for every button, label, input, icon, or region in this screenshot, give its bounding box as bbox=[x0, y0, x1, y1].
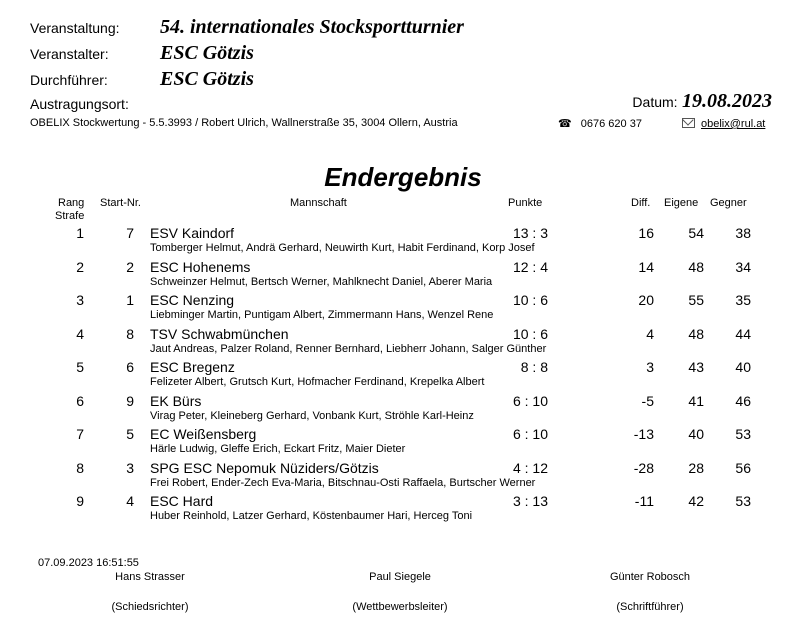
label-datum: Datum: bbox=[632, 94, 678, 110]
diff-cell: -28 bbox=[633, 459, 654, 476]
signature-name-schiedsrichter: Hans Strasser bbox=[115, 571, 185, 583]
label-austragungsort: Austragungsort: bbox=[30, 96, 129, 112]
table-row bbox=[0, 225, 800, 258]
rank-cell: 7 bbox=[76, 426, 84, 442]
label-veranstaltung: Veranstaltung: bbox=[30, 20, 120, 36]
telephone-icon: ☎ bbox=[558, 118, 572, 130]
team-members: Huber Reinhold, Latzer Gerhard, Köstenbaumer Hari, Herceg Toni bbox=[150, 510, 473, 522]
table-row bbox=[0, 493, 800, 526]
team-members: Härle Ludwig, Gleffe Erich, Eckart Fritz, Maier Dieter bbox=[150, 443, 406, 455]
team-members: Frei Robert, Ender-Zech Eva-Maria, Bitschnau-Osti Raffaela, Burtscher Werner bbox=[150, 476, 536, 489]
own-score-cell: 40 bbox=[688, 426, 704, 442]
start-number-cell: 6 bbox=[126, 359, 134, 375]
signature-name-wettbewerbsleiter: Paul Siegele bbox=[369, 571, 431, 583]
team-name: TSV Schwabmünchen bbox=[150, 325, 289, 342]
opponent-score-cell: 40 bbox=[735, 359, 751, 375]
signature-name-schriftfuehrer: Günter Robosch bbox=[609, 571, 691, 583]
team-members: Virag Peter, Kleineberg Gerhard, Vonbank Kurt, Ströhle Karl-Heinz bbox=[150, 409, 474, 422]
rank-cell: 2 bbox=[76, 258, 84, 275]
email-link[interactable]: obelix@rul.at bbox=[701, 118, 766, 130]
team-members: Jaut Andreas, Palzer Roland, Renner Bernhard, Liebherr Johann, Salger Günther bbox=[150, 342, 547, 355]
col-eigene: Eigene bbox=[664, 197, 699, 209]
team-name: SPG ESC Nepomuk Nüziders/Götzis bbox=[150, 459, 379, 476]
signature-role-wettbewerbsleiter: (Wettbewerbsleiter) bbox=[352, 601, 448, 613]
opponent-score-cell: 56 bbox=[735, 459, 751, 476]
diff-cell: 14 bbox=[638, 258, 654, 275]
team-members: Tomberger Helmut, Andrä Gerhard, Neuwirth Kurt, Habit Ferdinand, Korp Josef bbox=[150, 242, 535, 254]
value-durchfuehrer: ESC Götzis bbox=[160, 68, 254, 90]
col-punkte: Punkte bbox=[508, 197, 543, 209]
value-veranstalter: ESC Götzis bbox=[160, 42, 254, 64]
points-cell: 8 : 8 bbox=[520, 359, 548, 375]
col-mannschaft: Mannschaft bbox=[290, 197, 347, 209]
start-number-cell: 9 bbox=[126, 392, 134, 409]
own-score-cell: 48 bbox=[688, 258, 704, 275]
own-score-cell: 54 bbox=[688, 225, 704, 241]
diff-cell: -13 bbox=[633, 426, 654, 442]
table-row bbox=[0, 292, 800, 325]
envelope-icon bbox=[682, 118, 695, 128]
signature-role-schriftfuehrer: (Schriftführer) bbox=[616, 601, 684, 613]
own-score-cell: 48 bbox=[688, 325, 704, 342]
team-name: ESC Hard bbox=[150, 493, 214, 509]
diff-cell: -5 bbox=[641, 392, 654, 409]
opponent-score-cell: 35 bbox=[735, 292, 751, 308]
phone-number: 0676 620 37 bbox=[580, 118, 642, 130]
team-name: EC Weißensberg bbox=[150, 426, 257, 442]
value-datum: 19.08.2023 bbox=[682, 90, 772, 112]
diff-cell: 16 bbox=[638, 225, 654, 241]
start-number-cell: 8 bbox=[126, 325, 134, 342]
start-number-cell: 4 bbox=[126, 493, 134, 509]
signature-role-schiedsrichter: (Schiedsrichter) bbox=[111, 601, 189, 613]
points-cell: 4 : 12 bbox=[512, 459, 548, 476]
datum-block bbox=[632, 90, 772, 113]
rank-cell: 4 bbox=[76, 325, 84, 342]
team-members: Felizeter Albert, Grutsch Kurt, Hofmacher Ferdinand, Krepelka Albert bbox=[150, 376, 485, 388]
rank-cell: 8 bbox=[76, 459, 84, 476]
rank-cell: 1 bbox=[76, 225, 84, 241]
team-members: Liebminger Martin, Puntigam Albert, Zimmermann Hans, Wenzel Rene bbox=[150, 309, 494, 321]
rank-cell: 3 bbox=[76, 292, 84, 308]
page-title: Endergebnis bbox=[324, 162, 482, 192]
col-gegner: Gegner bbox=[710, 197, 747, 209]
diff-cell: 20 bbox=[638, 292, 654, 308]
opponent-score-cell: 53 bbox=[735, 493, 751, 509]
table-row bbox=[0, 359, 800, 392]
phone-block bbox=[558, 117, 642, 130]
rank-cell: 5 bbox=[76, 359, 84, 375]
col-diff: Diff. bbox=[631, 197, 651, 209]
points-cell: 12 : 4 bbox=[512, 258, 548, 275]
points-cell: 10 : 6 bbox=[512, 325, 548, 342]
opponent-score-cell: 38 bbox=[735, 225, 751, 241]
opponent-score-cell: 53 bbox=[735, 426, 751, 442]
team-name: ESC Nenzing bbox=[150, 292, 235, 308]
rank-cell: 6 bbox=[76, 392, 84, 409]
label-durchfuehrer: Durchführer: bbox=[30, 72, 108, 88]
team-name: ESC Bregenz bbox=[150, 359, 235, 375]
start-number-cell: 5 bbox=[126, 426, 134, 442]
start-number-cell: 7 bbox=[126, 225, 134, 241]
table-row bbox=[0, 259, 800, 292]
table-row bbox=[0, 393, 800, 426]
col-strafe: Strafe bbox=[55, 210, 85, 222]
team-name: ESC Hohenems bbox=[150, 258, 251, 275]
points-cell: 13 : 3 bbox=[512, 225, 548, 241]
label-veranstalter: Veranstalter: bbox=[30, 46, 109, 62]
value-veranstaltung: 54. internationales Stocksportturnier bbox=[160, 16, 464, 38]
rank-cell: 9 bbox=[76, 493, 84, 509]
own-score-cell: 55 bbox=[688, 292, 704, 308]
col-rang: Rang bbox=[58, 197, 85, 209]
software-info: OBELIX Stockwertung - 5.5.3993 / Robert Ulrich, Wallnerstraße 35, 3004 Ollern, Austria bbox=[30, 117, 458, 129]
opponent-score-cell: 44 bbox=[735, 325, 751, 342]
start-number-cell: 2 bbox=[126, 258, 134, 275]
diff-cell: -11 bbox=[634, 493, 654, 509]
own-score-cell: 43 bbox=[688, 359, 704, 375]
team-members: Schweinzer Helmut, Bertsch Werner, Mahlknecht Daniel, Aberer Maria bbox=[150, 275, 493, 288]
team-name: EK Bürs bbox=[150, 392, 202, 409]
points-cell: 6 : 10 bbox=[512, 392, 548, 409]
team-name: ESV Kaindorf bbox=[150, 225, 235, 241]
points-cell: 6 : 10 bbox=[512, 426, 548, 442]
own-score-cell: 41 bbox=[688, 392, 704, 409]
start-number-cell: 1 bbox=[126, 292, 134, 308]
opponent-score-cell: 46 bbox=[735, 392, 751, 409]
points-cell: 3 : 13 bbox=[512, 493, 548, 509]
points-cell: 10 : 6 bbox=[512, 292, 548, 308]
table-row bbox=[0, 460, 800, 493]
own-score-cell: 28 bbox=[688, 459, 704, 476]
diff-cell: 3 bbox=[646, 359, 654, 375]
start-number-cell: 3 bbox=[126, 459, 134, 476]
own-score-cell: 42 bbox=[688, 493, 704, 509]
col-startnr: Start-Nr. bbox=[100, 197, 141, 209]
table-row bbox=[0, 426, 800, 459]
table-row bbox=[0, 326, 800, 359]
opponent-score-cell: 34 bbox=[735, 258, 751, 275]
email-block bbox=[682, 117, 765, 130]
diff-cell: 4 bbox=[646, 325, 654, 342]
print-timestamp: 07.09.2023 16:51:55 bbox=[38, 557, 139, 569]
